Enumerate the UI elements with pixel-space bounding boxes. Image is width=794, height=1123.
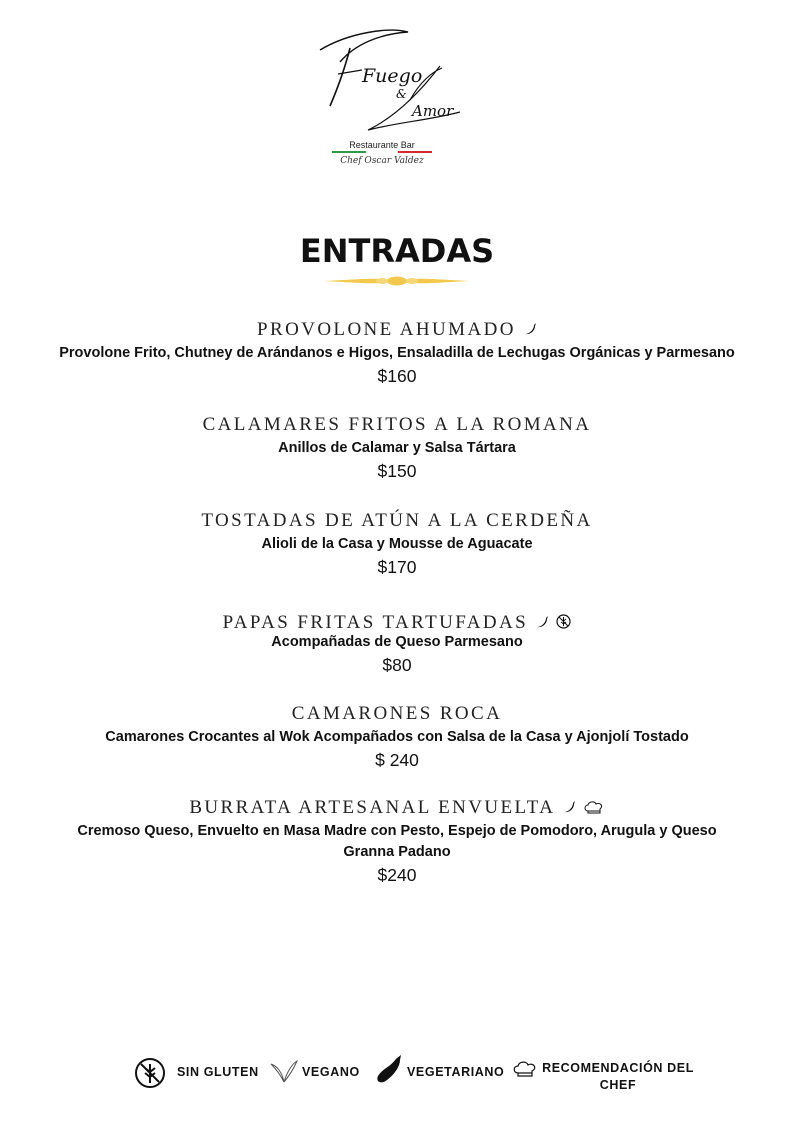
chili-icon xyxy=(535,613,549,635)
menu-item-price: $160 xyxy=(377,366,417,386)
legend-gluten-free-label: SIN GLUTEN xyxy=(177,1065,259,1079)
menu-item-price: $240 xyxy=(377,865,417,885)
menu-item xyxy=(0,703,794,771)
menu-item xyxy=(0,797,794,886)
menu-item-description: Camarones Crocantes al Wok Acompañados con Salsa de la Casa y Ajonjolí Tostado xyxy=(105,729,689,745)
menu-item-price: $150 xyxy=(377,461,417,481)
menu-item-description: Acompañadas de Queso Parmesano xyxy=(271,634,523,650)
legend-vegan xyxy=(270,1058,360,1089)
gluten-free-icon xyxy=(134,1057,166,1094)
menu-item-description: Cremoso Queso, Envuelto en Masa Madre con Pesto, Espejo de Pomodoro, Arugula y Queso Granna Padano xyxy=(77,823,717,860)
legend-gluten-free xyxy=(134,1057,259,1094)
flag-stripe-white xyxy=(366,151,398,153)
menu-item-name-text: TOSTADAS DE ATÚN A LA CERDEÑA xyxy=(201,510,593,531)
chili-icon xyxy=(562,798,576,820)
menu-item-name xyxy=(0,797,794,819)
menu-item-name xyxy=(0,703,794,725)
menu-item-name xyxy=(0,319,794,341)
legend-chef-recommendation-label: RECOMENDACIÓN DEL CHEF xyxy=(542,1061,694,1092)
logo-word-amor: Amor xyxy=(412,102,454,120)
menu-item xyxy=(0,414,794,482)
menu-item-name-text: PROVOLONE AHUMADO xyxy=(257,319,516,340)
flag-stripe-red xyxy=(398,151,432,153)
menu-item-price: $80 xyxy=(382,655,412,675)
menu-item-name xyxy=(0,510,794,532)
title-ornament xyxy=(322,273,472,289)
menu-item-name-text: CAMARONES ROCA xyxy=(291,703,503,724)
menu-item-description: Alioli de la Casa y Mousse de Aguacate xyxy=(261,536,533,552)
legend-vegetarian xyxy=(375,1054,504,1089)
section-title: ENTRADAS xyxy=(299,232,495,270)
chef-hat-icon xyxy=(583,798,605,820)
legend-vegetarian-label: VEGETARIANO xyxy=(407,1065,505,1079)
logo-subtitle: Restaurante Bar xyxy=(349,140,415,150)
logo-word-fuego: Fuego xyxy=(362,65,423,87)
menu-item xyxy=(0,319,794,387)
logo-ampersand: & xyxy=(396,87,407,101)
menu-item-name-text: PAPAS FRITAS TARTUFADAS xyxy=(222,612,529,633)
gluten-free-icon xyxy=(556,613,571,635)
chili-icon xyxy=(523,320,537,342)
menu-item-name-text: BURRATA ARTESANAL ENVUELTA xyxy=(189,797,555,818)
flag-stripe-green xyxy=(332,151,366,153)
menu-item-name xyxy=(0,414,794,436)
menu-item xyxy=(0,612,794,676)
leaf-icon xyxy=(270,1058,298,1089)
menu-item-description: Anillos de Calamar y Salsa Tártara xyxy=(278,440,516,456)
legend-vegan-label: VEGANO xyxy=(302,1065,360,1079)
menu-item-price: $ 240 xyxy=(375,750,419,770)
dietary-legend xyxy=(0,1054,794,1104)
menu-item xyxy=(0,510,794,578)
menu-item-description: Provolone Frito, Chutney de Arándanos e Higos, Ensaladilla de Lechugas Orgánicas y Parmesano xyxy=(59,345,735,361)
chef-signature: Chef Oscar Valdez xyxy=(340,156,424,166)
legend-chef-recommendation xyxy=(512,1060,694,1094)
eggplant-icon xyxy=(375,1054,403,1089)
menu-item-name-text: CALAMARES FRITOS A LA ROMANA xyxy=(202,414,592,435)
chef-hat-icon xyxy=(512,1060,538,1083)
menu-item-price: $170 xyxy=(377,557,417,577)
menu-item-name xyxy=(0,612,794,634)
